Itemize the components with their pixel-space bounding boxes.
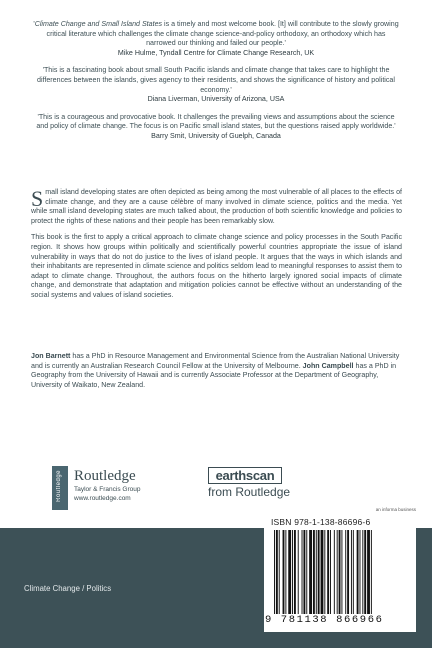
subject-category: Climate Change / Politics — [24, 584, 112, 593]
author-bio: has a PhD in Geography from the University of Hawaii and is currently Associate Professor at the Department of Geography, University of Waikato, New Zealand. — [31, 361, 397, 389]
barcode-bar — [364, 530, 366, 614]
barcode-bar — [353, 530, 354, 614]
barcode-bar — [345, 530, 346, 614]
barcode-bar — [298, 530, 299, 614]
earthscan-logo: earthscan — [208, 467, 282, 484]
barcode-bar — [357, 530, 359, 614]
barcode-bar — [339, 530, 341, 614]
quote-attribution: Barry Smit, University of Guelph, Canada — [151, 131, 281, 140]
barcode-bar — [362, 530, 363, 614]
isbn-label: ISBN 978-1-138-86696-6 — [271, 517, 371, 527]
barcode-bar — [371, 530, 372, 614]
author-bio: has a PhD in Resource Management and Environmental Science from the Australian National University and is currently an Australian Research Council Fellow at the University of Melbourne. — [31, 352, 400, 370]
barcode-bar — [279, 530, 280, 614]
endorsements — [33, 20, 399, 150]
barcode-bar — [306, 530, 307, 614]
barcode-bar — [360, 530, 361, 614]
quote-text: 'Climate Change and Small Island States is a timely and most welcome book. [It] will contribute to the slowly growing critical literature which challenges the climate change science-and-policy orthodoxy, an orthodoxy which has narrowed our thinking and failed our people.' — [33, 20, 399, 48]
endorsement-quote — [33, 20, 399, 58]
quote-attribution: Diana Liverman, University of Arizona, USA — [147, 95, 285, 104]
barcode-bar — [294, 530, 296, 614]
publisher-group: Taylor & Francis Group — [74, 486, 141, 493]
barcode-bar — [302, 530, 303, 614]
barcode-image — [274, 530, 410, 614]
barcode-bar — [283, 530, 285, 614]
barcode-bar — [347, 530, 349, 614]
author-name: John Campbell — [302, 361, 354, 370]
barcode-bar — [327, 530, 329, 614]
author-name: Jon Barnett — [31, 352, 71, 360]
publisher-name: Routledge — [74, 468, 136, 484]
quote-attribution: Mike Hulme, Tyndall Centre for Climate Change Research, UK — [117, 48, 315, 57]
barcode-bar — [351, 530, 352, 614]
quote-text: 'This is a fascinating book about small South Pacific islands and climate change that takes care to highlight the differences between the islands, gives agency to their residents, and shows the significance of history and political economy.' — [37, 66, 395, 94]
book-description — [31, 188, 402, 308]
endorsement-quote — [33, 66, 399, 104]
description-paragraph: This book is the first to apply a critical approach to climate change science and policy processes in the South Pacific region. It shows how groups within politically and scientifically powerful countries appropriate the issue of island vulnerability in ways that do not do justice to the lives of island people. It argues that the ways in which islands and their inhabitants are represented in climate science and politics seldom lead to meaningful responses to assist them to adapt to climate change. Throughout, the authors focus on the hitherto largely ignored social impacts of climate change, and demonstrate that adaptation and mitigation policies cannot be effective without an understanding of the social systems and values of island societies. — [31, 233, 402, 299]
publisher-url: www.routledge.com — [74, 495, 131, 502]
barcode-bar — [318, 530, 320, 614]
barcode-panel — [264, 507, 416, 632]
barcode-bar — [324, 530, 325, 614]
barcode-bar — [285, 530, 286, 614]
description-paragraph: Small island developing states are often depicted as being among the most vulnerable of all places to the effects of climate change, and they are a cause célèbre of many involved in climate science, politics and the media. Yet while small island developing states are much talked about, the production of both scientific knowledge and policies to protect the rights of these nations and their people has been remarkably slow. — [31, 186, 402, 225]
barcode-bar — [334, 530, 335, 614]
drop-cap: S — [31, 186, 44, 211]
barcode-bar — [309, 530, 312, 614]
endorsement-quote — [33, 113, 399, 142]
barcode-bar — [292, 530, 293, 614]
publisher-logos — [52, 466, 382, 516]
barcode-bar — [276, 530, 278, 614]
routledge-logo-mark: Routledge — [52, 466, 68, 510]
quote-text: 'This is a courageous and provocative book. It challenges the prevailing views and assumptions about the science and policy of climate change. The focus is on Pacific small island states, but the questions raised apply worldwide.' — [36, 112, 396, 131]
informa-tagline: an informa business — [375, 507, 416, 512]
barcode-bar — [337, 530, 338, 614]
barcode-bar — [303, 530, 305, 614]
barcode-bar — [341, 530, 342, 614]
barcode-bar — [330, 530, 331, 614]
barcode-digits: 9 781138 866966 — [265, 614, 384, 626]
barcode-bar — [274, 530, 275, 614]
barcode-bar — [321, 530, 324, 614]
barcode-bar — [316, 530, 317, 614]
barcode-bar — [288, 530, 291, 614]
author-bios — [31, 352, 402, 390]
barcode-bar — [313, 530, 315, 614]
earthscan-subtitle: from Routledge — [208, 485, 291, 499]
barcode-bar — [367, 530, 370, 614]
